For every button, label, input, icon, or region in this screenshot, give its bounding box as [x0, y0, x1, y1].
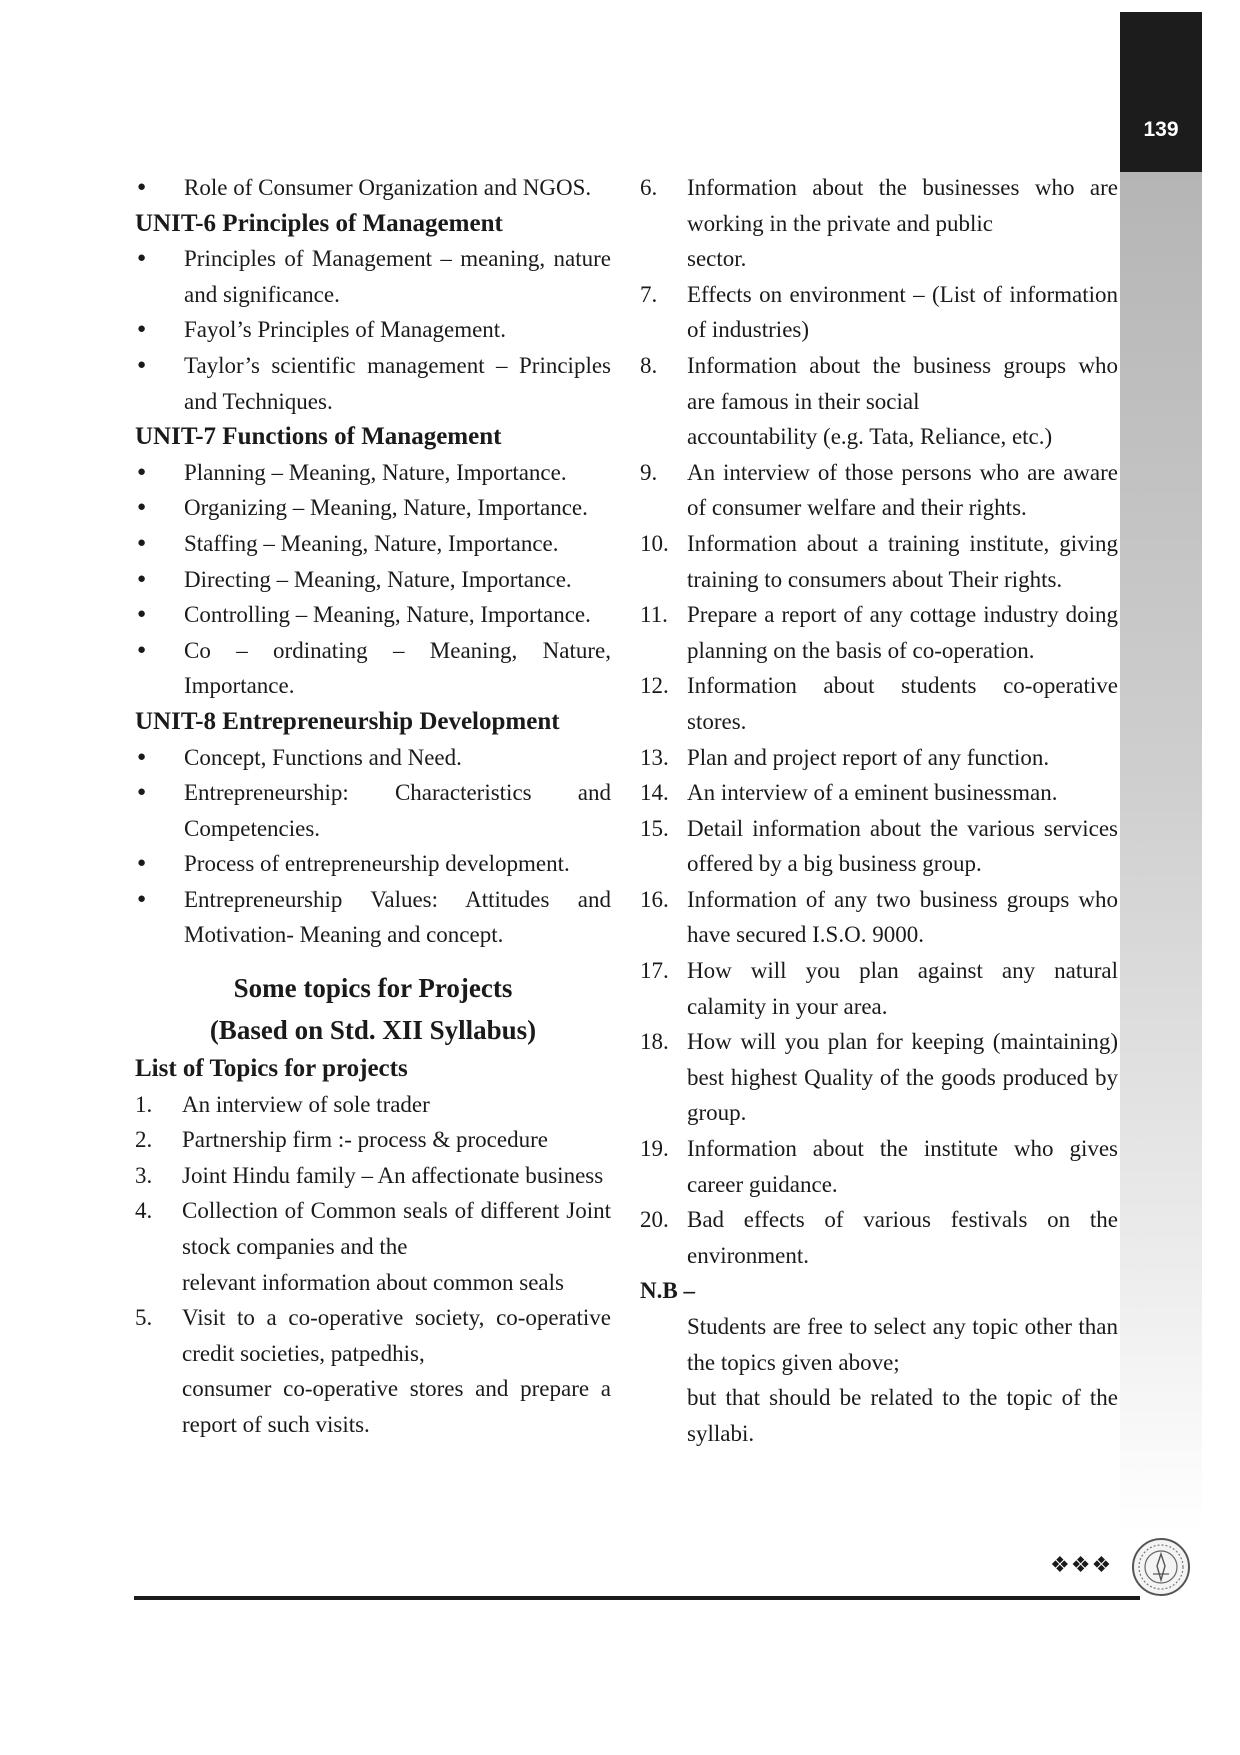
left-column: [135, 170, 611, 1443]
list-item: ● Concept, Functions and Need.: [135, 740, 611, 776]
list-item: 12. Information about students co-operative stores.: [640, 668, 1118, 739]
bullet-icon: ●: [137, 641, 147, 658]
list-item: 11. Prepare a report of any cottage industry doing planning on the basis of co-operation.: [640, 597, 1118, 668]
list-item: 19. Information about the institute who gives career guidance.: [640, 1131, 1118, 1202]
ornament-icon: ❖❖❖: [1050, 1552, 1113, 1577]
item-number: 5.: [135, 1305, 153, 1331]
list-item: 14. An interview of a eminent businessman.: [640, 775, 1118, 811]
list-item: ● Controlling – Meaning, Nature, Importance.: [135, 597, 611, 633]
nb-note-line: but that should be related to the topic of the syllabi.: [687, 1385, 1118, 1446]
list-item: ● Co – ordinating – Meaning, Nature, Importance.: [135, 633, 611, 704]
item-number: 4.: [135, 1198, 153, 1224]
bullet-icon: ●: [137, 534, 147, 551]
bullet-icon: ●: [137, 748, 147, 765]
list-item: ● Principles of Management – meaning, nature and significance.: [135, 241, 611, 312]
section-subtitle: (Based on Std. XII Syllabus): [209, 1015, 537, 1046]
item-number: 8.: [640, 352, 658, 378]
bullet-icon: ●: [137, 606, 147, 623]
list-item-continuation: accountability (e.g. Tata, Reliance, etc.): [687, 424, 1053, 450]
item-number: 17.: [640, 958, 669, 984]
item-number: 12.: [640, 673, 669, 699]
bullet-icon: ●: [137, 179, 147, 195]
list-item: ● Organizing – Meaning, Nature, Importance.: [135, 490, 611, 526]
section-title: Some topics for Projects: [233, 973, 513, 1004]
item-number: 3.: [135, 1162, 153, 1188]
footer-rule: [134, 1596, 1140, 1600]
list-item: ● Staffing – Meaning, Nature, Importance.: [135, 526, 611, 562]
nb-label: N.B –: [640, 1278, 695, 1304]
list-item: 20. Bad effects of various festivals on the environment.: [640, 1202, 1118, 1273]
nb-note-line: Students are free to select any topic other than the topics given above;: [687, 1314, 1118, 1375]
list-item: ● Entrepreneurship: Characteristics and Competencies.: [135, 775, 611, 846]
list-item: 15. Detail information about the various services offered by a big business group.: [640, 811, 1118, 882]
item-number: 10.: [640, 530, 669, 556]
list-item: 3. Joint Hindu family – An affectionate business: [135, 1158, 611, 1194]
item-number: 1.: [135, 1091, 153, 1117]
unit-6-heading: UNIT-6 Principles of Management: [135, 209, 503, 237]
list-item: ● Fayol’s Principles of Management.: [135, 312, 611, 348]
list-item: 16. Information of any two business groups who have secured I.S.O. 9000.: [640, 882, 1118, 953]
bullet-icon: ●: [137, 499, 147, 516]
list-item-continuation: relevant information about common seals: [182, 1269, 564, 1295]
page-tab: [1120, 12, 1202, 172]
item-number: 9.: [640, 459, 658, 485]
item-number: 6.: [640, 175, 658, 200]
bullet-icon: ●: [137, 570, 147, 587]
item-number: 7.: [640, 281, 658, 307]
list-item: ● Entrepreneurship Values: Attitudes and Motivation- Meaning and concept.: [135, 882, 611, 953]
side-gradient-strip: [1120, 172, 1202, 1532]
list-item: ● Process of entrepreneurship development.: [135, 846, 611, 882]
page-number: 139: [1143, 118, 1179, 141]
list-item: ● Planning – Meaning, Nature, Importance.: [135, 455, 611, 491]
right-column: [640, 170, 1118, 1451]
list-item: ● Directing – Meaning, Nature, Importance.: [135, 562, 611, 598]
list-item: 5. Visit to a co-operative society, co-operative credit societies, patpedhis,: [135, 1300, 611, 1371]
unit-7-heading: UNIT-7 Functions of Management: [135, 423, 502, 451]
item-number: 20.: [640, 1207, 669, 1233]
list-item: 13. Plan and project report of any function.: [640, 740, 1118, 776]
list-item: 17. How will you plan against any natural calamity in your area.: [640, 953, 1118, 1024]
bullet-icon: ●: [137, 250, 147, 267]
bullet-icon: ●: [137, 463, 147, 480]
list-item: 10. Information about a training institute, giving training to consumers about Their rights.: [640, 526, 1118, 597]
list-item: ● Role of Consumer Organization and NGOS.: [135, 170, 611, 206]
item-number: 19.: [640, 1136, 669, 1162]
list-item: 9. An interview of those persons who are aware of consumer welfare and their rights.: [640, 455, 1118, 526]
emblem-icon: [1130, 1536, 1192, 1598]
bullet-icon: ●: [137, 784, 147, 801]
bullet-icon: ●: [137, 855, 147, 872]
list-item-continuation: consumer co-operative stores and prepare a report of such visits.: [182, 1376, 611, 1437]
unit-8-heading: UNIT-8 Entrepreneurship Development: [135, 707, 560, 735]
item-number: 16.: [640, 886, 669, 912]
bullet-icon: ●: [137, 321, 147, 338]
item-number: 11.: [640, 602, 668, 628]
list-item: 18. How will you plan for keeping (maintaining) best highest Quality of the goods produced by group.: [640, 1024, 1118, 1131]
list-item-continuation: sector.: [687, 246, 747, 272]
bullet-icon: ●: [137, 356, 147, 373]
list-item: 6. Information about the businesses who are working in the private and public: [640, 170, 1118, 241]
list-item: 2. Partnership firm :- process & procedure: [135, 1122, 611, 1158]
item-number: 18.: [640, 1029, 669, 1055]
item-number: 14.: [640, 780, 669, 806]
item-number: 13.: [640, 744, 669, 770]
list-item: 1. An interview of sole trader: [135, 1087, 611, 1123]
item-number: 2.: [135, 1127, 153, 1153]
list-item: 7. Effects on environment – (List of information of industries): [640, 277, 1118, 348]
item-number: 15.: [640, 815, 669, 841]
list-item: 8. Information about the business groups who are famous in their social: [640, 348, 1118, 419]
list-item: ● Taylor’s scientific management – Principles and Techniques.: [135, 348, 611, 419]
list-item: 4. Collection of Common seals of different Joint stock companies and the: [135, 1193, 611, 1264]
bullet-icon: ●: [137, 890, 147, 907]
topics-list-heading: List of Topics for projects: [135, 1055, 408, 1083]
